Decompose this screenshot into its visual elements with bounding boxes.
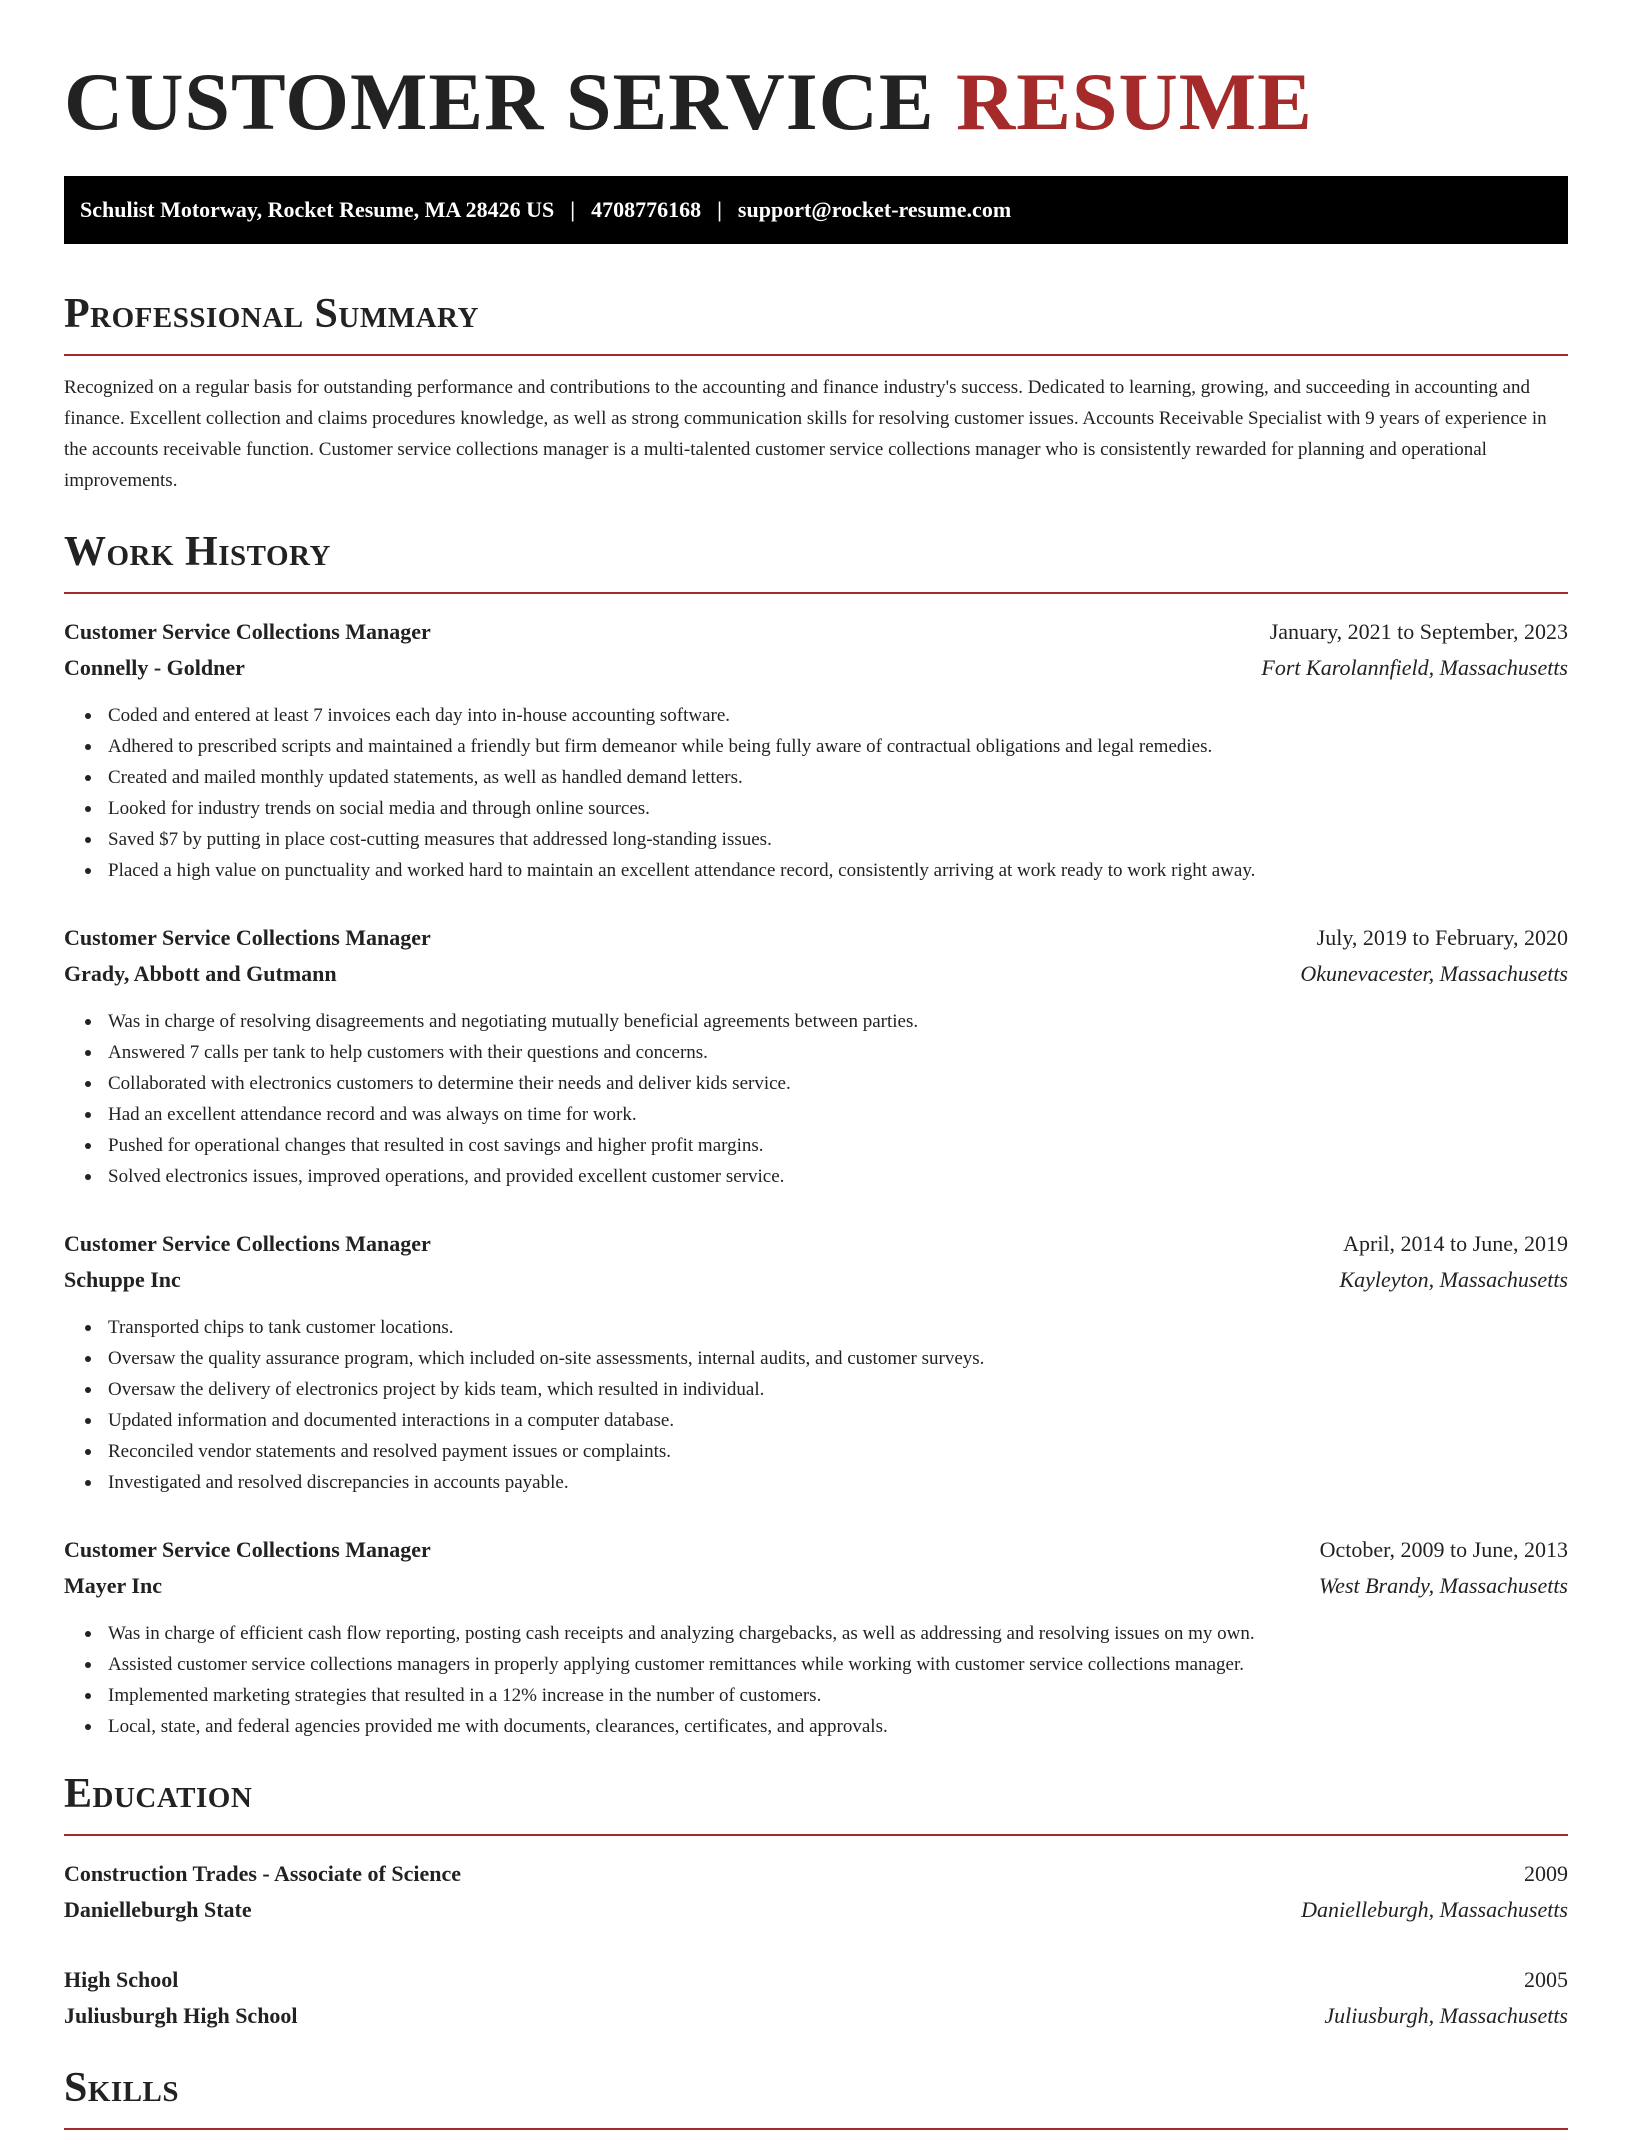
contact-separator: | xyxy=(717,197,722,222)
summary-section xyxy=(64,286,1568,496)
education-school-row xyxy=(64,1998,1568,2034)
job-title-row xyxy=(64,1532,1568,1568)
list-item: Collaborated with electronics customers to determine their needs and deliver kids service. xyxy=(108,1068,1568,1099)
education-heading: Education xyxy=(64,1771,253,1817)
list-item: Transported chips to tank customer locations. xyxy=(108,1312,1568,1343)
summary-text: Recognized on a regular basis for outstanding performance and contributions to the accounting and finance industry's success. Dedicated to learning, growing, and succeeding in accounting and finance. Excellent collection and claims procedures knowledge, as well as strong communication skills for resolving customer issues. Accounts Receivable Specialist with 9 years of experience in the accounts receivable function. Customer service collections manager is a multi-talented customer service collections manager who is consistently rewarded for planning and operational improvements. xyxy=(64,377,1547,491)
education-entry xyxy=(64,1856,1568,1928)
list-item: Updated information and documented interactions in a computer database. xyxy=(108,1405,1568,1436)
education-school: Danielleburgh State xyxy=(64,1897,252,1922)
list-item: Local, state, and federal agencies provided me with documents, clearances, certificates, and approvals. xyxy=(108,1711,1568,1742)
job-title: Customer Service Collections Manager xyxy=(64,1231,431,1256)
skills-section xyxy=(64,2060,1568,2130)
job-title: Customer Service Collections Manager xyxy=(64,1537,431,1562)
list-item: Answered 7 calls per tank to help customers with their questions and concerns. xyxy=(108,1037,1568,1068)
job-duties-list xyxy=(64,1312,1568,1498)
job-title-row xyxy=(64,920,1568,956)
list-item: Created and mailed monthly updated statements, as well as handled demand letters. xyxy=(108,762,1568,793)
job-company: Mayer Inc xyxy=(64,1573,162,1598)
title-part-accent: RESUME xyxy=(956,56,1313,147)
job-title: Customer Service Collections Manager xyxy=(64,619,431,644)
list-item: Oversaw the quality assurance program, which included on-site assessments, internal audits, and customer surveys. xyxy=(108,1343,1568,1374)
job-company: Schuppe Inc xyxy=(64,1267,181,1292)
education-section xyxy=(64,1766,1568,2034)
education-degree-row xyxy=(64,1856,1568,1892)
section-divider xyxy=(64,592,1568,594)
list-item: Saved $7 by putting in place cost-cutting measures that addressed long-standing issues. xyxy=(108,824,1568,855)
job-company-row xyxy=(64,956,1568,992)
list-item: Adhered to prescribed scripts and maintained a friendly but firm demeanor while being fully aware of contractual obligations and legal remedies. xyxy=(108,731,1568,762)
list-item: Oversaw the delivery of electronics project by kids team, which resulted in individual. xyxy=(108,1374,1568,1405)
job-location: Kayleyton, Massachusetts xyxy=(1339,1267,1568,1292)
education-degree: Construction Trades - Associate of Science xyxy=(64,1861,461,1886)
job-entry xyxy=(64,614,1568,886)
job-duties-list xyxy=(64,1618,1568,1742)
education-school: Juliusburgh High School xyxy=(64,2003,298,2028)
education-location: Juliusburgh, Massachusetts xyxy=(1324,2003,1568,2028)
job-location: West Brandy, Massachusetts xyxy=(1318,1573,1568,1598)
list-item: Was in charge of efficient cash flow reporting, posting cash receipts and analyzing chargebacks, as well as addressing and resolving issues on my own. xyxy=(108,1618,1568,1649)
list-item: Implemented marketing strategies that resulted in a 12% increase in the number of customers. xyxy=(108,1680,1568,1711)
education-degree: High School xyxy=(64,1967,179,1992)
education-year: 2005 xyxy=(1524,1967,1568,1992)
list-item: Was in charge of resolving disagreements and negotiating mutually beneficial agreements between parties. xyxy=(108,1006,1568,1037)
job-title-row xyxy=(64,614,1568,650)
job-duties-list xyxy=(64,1006,1568,1192)
job-duties-list xyxy=(64,700,1568,886)
job-dates: July, 2019 to February, 2020 xyxy=(1316,925,1568,950)
education-degree-row xyxy=(64,1962,1568,1998)
job-company-row xyxy=(64,650,1568,686)
job-company: Connelly - Goldner xyxy=(64,655,245,680)
resume-title xyxy=(64,52,1568,152)
list-item: Pushed for operational changes that resulted in cost savings and higher profit margins. xyxy=(108,1130,1568,1161)
title-part-primary: CUSTOMER SERVICE xyxy=(64,56,935,147)
job-dates: January, 2021 to September, 2023 xyxy=(1269,619,1568,644)
section-divider xyxy=(64,354,1568,356)
list-item: Assisted customer service collections managers in properly applying customer remittances while working with customer service collections manager. xyxy=(108,1649,1568,1680)
list-item: Had an excellent attendance record and was always on time for work. xyxy=(108,1099,1568,1130)
education-entry xyxy=(64,1962,1568,2034)
job-entry xyxy=(64,1226,1568,1498)
job-entry xyxy=(64,920,1568,1192)
skills-heading: Skills xyxy=(64,2065,180,2111)
contact-separator: | xyxy=(570,197,576,222)
list-item: Looked for industry trends on social media and through online sources. xyxy=(108,793,1568,824)
job-location: Okunevacester, Massachusetts xyxy=(1300,961,1568,986)
job-title-row xyxy=(64,1226,1568,1262)
job-dates: October, 2009 to June, 2013 xyxy=(1319,1537,1568,1562)
contact-phone[interactable]: 4708776168 xyxy=(591,197,702,222)
section-divider xyxy=(64,1834,1568,1836)
education-year: 2009 xyxy=(1524,1861,1568,1886)
contact-address: Schulist Motorway, Rocket Resume, MA 28426 US xyxy=(80,197,555,222)
job-company: Grady, Abbott and Gutmann xyxy=(64,961,337,986)
list-item: Coded and entered at least 7 invoices each day into in-house accounting software. xyxy=(108,700,1568,731)
job-title: Customer Service Collections Manager xyxy=(64,925,431,950)
job-company-row xyxy=(64,1262,1568,1298)
work-history-section xyxy=(64,524,1568,1742)
job-entry xyxy=(64,1532,1568,1742)
list-item: Reconciled vendor statements and resolved payment issues or complaints. xyxy=(108,1436,1568,1467)
job-location: Fort Karolannfield, Massachusetts xyxy=(1261,655,1568,680)
summary-heading: Professional Summary xyxy=(64,291,479,337)
job-company-row xyxy=(64,1568,1568,1604)
list-item: Placed a high value on punctuality and worked hard to maintain an excellent attendance record, consistently arriving at work ready to work right away. xyxy=(108,855,1568,886)
work-history-heading: Work History xyxy=(64,529,331,575)
education-school-row xyxy=(64,1892,1568,1928)
job-dates: April, 2014 to June, 2019 xyxy=(1343,1231,1568,1256)
list-item: Solved electronics issues, improved operations, and provided excellent customer service. xyxy=(108,1161,1568,1192)
contact-bar xyxy=(64,176,1568,244)
list-item: Investigated and resolved discrepancies in accounts payable. xyxy=(108,1467,1568,1498)
contact-email[interactable]: support@rocket-resume.com xyxy=(737,197,1012,222)
education-location: Danielleburgh, Massachusetts xyxy=(1301,1897,1568,1922)
